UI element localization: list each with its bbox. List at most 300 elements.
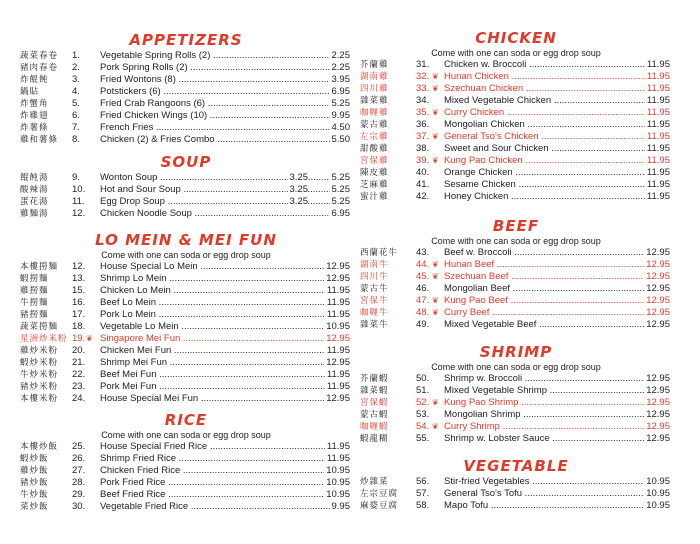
section-title: CHICKEN (475, 29, 557, 47)
chili-pepper-icon: ❦ (432, 132, 439, 141)
item-price: 11.95 (646, 131, 670, 142)
menu-item (360, 247, 672, 259)
item-chinese-name: 鍋貼 (20, 87, 40, 97)
item-chinese-name: 炸雞翅 (20, 111, 49, 121)
item-list (20, 172, 352, 220)
item-number: 56. (416, 476, 430, 487)
menu-item (20, 441, 352, 453)
item-price: 12.95 (646, 373, 670, 384)
item-name: Pork Mei Fun ..... (100, 381, 350, 393)
item-chinese-name: 豬肉春卷 (20, 63, 59, 73)
item-name: Beef w. Broccoli ..... (444, 247, 670, 259)
menu-item (360, 259, 672, 271)
item-chinese-name: 蜜汁雞 (360, 192, 389, 202)
item-price: 12.95 (646, 307, 670, 318)
item-name: Mixed Vegetable Chicken ..... (444, 95, 670, 107)
item-number: 6. (72, 110, 80, 121)
item-price: 10.95 (326, 465, 350, 476)
section-shrimp (360, 342, 672, 445)
section-note: Come with one can soda or egg drop soup (431, 362, 601, 372)
item-price: 11.95 (646, 83, 670, 94)
item-name: Curry Shrimp ..... (444, 421, 670, 433)
menu-item (20, 357, 352, 369)
menu-item (20, 196, 352, 208)
section-title: BEEF (492, 217, 540, 235)
item-price: 11.95 (646, 167, 670, 178)
item-list (20, 261, 352, 405)
item-price: 12.95 (326, 273, 350, 284)
item-chinese-name: 咖喱雞 (360, 108, 389, 118)
menu-item (20, 297, 352, 309)
item-name: Hot and Sour Soup ..... (100, 184, 350, 196)
section-rice (20, 410, 352, 513)
menu-item (360, 433, 672, 445)
item-number: 46. (416, 283, 430, 294)
item-list (360, 476, 672, 512)
item-name: Kung Pao Beef ..... (444, 295, 670, 307)
item-chinese-name: 酸辣湯 (20, 185, 49, 195)
item-chinese-name: 左宗雞 (360, 132, 389, 142)
menu-item (20, 261, 352, 273)
item-price: 11.95 (646, 155, 670, 166)
item-list (20, 50, 352, 146)
item-number: 8. (72, 134, 80, 145)
item-number: 11. (72, 196, 85, 207)
item-number: 12. (72, 261, 86, 272)
item-price: 11.95 (326, 381, 350, 392)
item-price: 11.95 (646, 179, 670, 190)
item-chinese-name: 左宗豆腐 (360, 489, 399, 499)
item-name: Szechuan Beef ..... (444, 271, 670, 283)
item-name: Sesame Chicken ..... (444, 179, 670, 191)
item-name: Shrimp Lo Mein ..... (100, 273, 350, 285)
item-number: 34. (416, 95, 430, 106)
item-chinese-name: 蛋花湯 (20, 197, 49, 207)
item-number: 7. (72, 122, 80, 133)
item-list (360, 247, 672, 331)
item-price: 12.95 (646, 421, 670, 432)
menu-item (360, 307, 672, 319)
item-chinese-name: 四川雞 (360, 84, 389, 94)
item-price: 12.95 (646, 319, 670, 330)
menu-item (20, 285, 352, 297)
menu-item (360, 488, 672, 500)
item-name: Chicken Mei Fun ..... (100, 345, 350, 357)
item-price: 12.95 (646, 271, 670, 282)
item-price: 12.95 (326, 357, 350, 368)
item-price: 2.25 (331, 62, 350, 73)
item-chinese-name: 蝦龍糊 (360, 434, 389, 444)
section-title: SOUP (160, 153, 212, 171)
item-number: 39. (416, 155, 430, 166)
item-name: Shrimp Mei Fun ..... (100, 357, 350, 369)
item-chinese-name: 雞炒飯 (20, 466, 49, 476)
item-price: 11.95 (646, 143, 670, 154)
menu-item (360, 295, 672, 307)
item-price: 11.95 (326, 369, 350, 380)
chili-pepper-icon: ❦ (432, 72, 439, 81)
item-number: 45. (416, 271, 430, 282)
item-number: 55. (416, 433, 430, 444)
item-name: Vegetable Fried Rice ..... (100, 501, 350, 513)
menu-item (20, 345, 352, 357)
item-price: 5.25 (331, 184, 350, 195)
item-chinese-name: 蝦炒米粉 (20, 358, 59, 368)
item-price: 10.95 (646, 476, 670, 487)
item-price: 6.95 (331, 86, 350, 97)
menu-item (20, 393, 352, 405)
item-name: Shrimp w. Lobster Sauce ..... (444, 433, 670, 445)
item-price: 12.95 (646, 409, 670, 420)
item-number: 23. (72, 381, 86, 392)
item-price: 11.95 (646, 59, 670, 70)
item-number: 12. (72, 208, 86, 219)
section-title: VEGETABLE (463, 457, 569, 475)
item-chinese-name: 麻婆豆腐 (360, 501, 399, 511)
chili-pepper-icon: ❦ (432, 272, 439, 281)
section-title: LO MEIN & MEI FUN (95, 231, 277, 249)
item-chinese-name: 炒雜菜 (360, 477, 389, 487)
item-chinese-name: 炸蟹角 (20, 99, 49, 109)
item-chinese-name: 餛飩湯 (20, 173, 49, 183)
item-name: Stir-fried Vegetables ..... (444, 476, 670, 488)
item-name: Fried Crab Rangoons (6) ..... (100, 98, 350, 110)
item-name: Curry Beef ..... (444, 307, 670, 319)
item-price: 10.95 (646, 500, 670, 511)
item-chinese-name: 芥蘭雞 (360, 60, 389, 70)
item-price-small: 3.25 (289, 196, 308, 207)
item-number: 27. (72, 465, 86, 476)
item-name: Beef Mei Fun ..... (100, 369, 350, 381)
item-price: 12.95 (646, 283, 670, 294)
chili-pepper-icon: ❦ (432, 398, 439, 407)
item-price: 12.95 (326, 261, 350, 272)
item-name: Kung Pao Chicken ..... (444, 155, 670, 167)
item-number: 22. (72, 369, 86, 380)
item-chinese-name: 咖喱牛 (360, 308, 389, 318)
menu-item (360, 191, 672, 203)
menu-item (20, 110, 352, 122)
item-number: 3. (72, 74, 80, 85)
item-number: 44. (416, 259, 430, 270)
item-name: Honey Chicken ..... (444, 191, 670, 203)
item-number: 30. (72, 501, 86, 512)
item-name: Vegetable Spring Rolls (2) ..... (100, 50, 350, 62)
item-price: 5.25 (331, 196, 350, 207)
item-name: French Fries ..... (100, 122, 350, 134)
item-price: 12.95 (646, 433, 670, 444)
item-name: Mongolian Chicken ..... (444, 119, 670, 131)
item-price: 12.95 (326, 333, 350, 344)
item-name: General Tso's Chicken ..... (444, 131, 670, 143)
item-chinese-name: 牛炒飯 (20, 490, 49, 500)
item-chinese-name: 咖喱蝦 (360, 422, 389, 432)
item-chinese-name: 牛炒米粉 (20, 370, 59, 380)
menu-item (360, 131, 672, 143)
menu-item (360, 107, 672, 119)
menu-item (20, 465, 352, 477)
section-soup (20, 152, 352, 220)
item-chinese-name: 雜菜蝦 (360, 386, 389, 396)
section-note: Come with one can soda or egg drop soup (101, 430, 271, 440)
item-price: 10.95 (326, 489, 350, 500)
item-price: 9.95 (331, 501, 350, 512)
section-chicken (360, 28, 672, 203)
item-price: 10.95 (326, 321, 350, 332)
chili-pepper-icon: ❦ (432, 108, 439, 117)
item-chinese-name: 陳皮雞 (360, 168, 389, 178)
item-name: Mixed Vegetable Shrimp ..... (444, 385, 670, 397)
item-chinese-name: 蝦炒飯 (20, 454, 49, 464)
item-chinese-name: 菜炒飯 (20, 502, 49, 512)
item-number: 9. (72, 172, 80, 183)
item-chinese-name: 蔬菜撈麵 (20, 322, 59, 332)
item-number: 15. (72, 285, 86, 296)
section-note: Come with one can soda or egg drop soup (101, 250, 271, 260)
menu-item (360, 83, 672, 95)
item-price: 5.25 (331, 172, 350, 183)
menu-item (20, 74, 352, 86)
item-name: Pork Lo Mein ..... (100, 309, 350, 321)
item-number: 32. (416, 71, 430, 82)
item-price: 11.95 (326, 441, 350, 452)
item-name: Mongolian Shrimp ..... (444, 409, 670, 421)
item-number: 58. (416, 500, 430, 511)
item-chinese-name: 炸餛飩 (20, 75, 49, 85)
chili-pepper-icon: ❦ (432, 260, 439, 269)
menu-item (20, 134, 352, 146)
item-number: 28. (72, 477, 86, 488)
item-number: 54. (416, 421, 430, 432)
item-chinese-name: 宮保雞 (360, 156, 389, 166)
item-name: Chicken w. Broccoli ..... (444, 59, 670, 71)
item-price: 3.95 (331, 74, 350, 85)
menu-item (20, 477, 352, 489)
menu-item (360, 409, 672, 421)
chili-pepper-icon: ❦ (432, 84, 439, 93)
menu-item (20, 321, 352, 333)
menu-item (20, 489, 352, 501)
item-list (360, 373, 672, 445)
item-number: 31. (416, 59, 430, 70)
menu-item (20, 453, 352, 465)
item-chinese-name: 豬撈麵 (20, 310, 49, 320)
item-name: Hunan Beef ..... (444, 259, 670, 271)
menu-item (20, 98, 352, 110)
section-lomein (20, 230, 352, 405)
item-name: Pork Spring Rolls (2) ..... (100, 62, 350, 74)
item-name: Curry Chicken ..... (444, 107, 670, 119)
item-number: 50. (416, 373, 430, 384)
item-name: Beef Lo Mein ..... (100, 297, 350, 309)
item-price: 11.95 (646, 95, 670, 106)
item-chinese-name: 宮保牛 (360, 296, 389, 306)
menu-item (20, 501, 352, 513)
menu-item (20, 309, 352, 321)
menu-item (360, 155, 672, 167)
item-name: Potstickers (6) ..... (100, 86, 350, 98)
item-price: 12.95 (646, 397, 670, 408)
item-number: 10. (72, 184, 86, 195)
item-number: 51. (416, 385, 430, 396)
item-chinese-name: 雞炒米粉 (20, 346, 59, 356)
chili-pepper-icon: ❦ (432, 308, 439, 317)
item-number: 48. (416, 307, 430, 318)
menu-item (20, 122, 352, 134)
item-chinese-name: 蔬菜春卷 (20, 51, 59, 61)
chili-pepper-icon: ❦ (432, 156, 439, 165)
item-chinese-name: 雞撈麵 (20, 286, 49, 296)
item-number: 2. (72, 62, 80, 73)
item-price: 11.95 (326, 297, 350, 308)
item-number: 42. (416, 191, 430, 202)
item-price: 12.95 (646, 385, 670, 396)
item-price: 11.95 (326, 285, 350, 296)
item-name: Wonton Soup ..... (100, 172, 350, 184)
menu-item (360, 119, 672, 131)
item-chinese-name: 湖南牛 (360, 260, 389, 270)
item-chinese-name: 本樓米粉 (20, 394, 59, 404)
menu-item (20, 273, 352, 285)
item-name: Mapo Tofu ..... (444, 500, 670, 512)
item-chinese-name: 蒙古蝦 (360, 410, 389, 420)
item-name: Shrimp Fried Rice ..... (100, 453, 350, 465)
menu-item (360, 143, 672, 155)
menu-item (20, 333, 352, 345)
section-note: Come with one can soda or egg drop soup (431, 236, 601, 246)
item-number: 36. (416, 119, 430, 130)
item-list (20, 441, 352, 513)
item-price: 11.95 (646, 71, 670, 82)
item-name: Mixed Vegetable Beef ..... (444, 319, 670, 331)
item-price: 12.95 (646, 295, 670, 306)
item-number: 52. (416, 397, 430, 408)
item-name: House Special Lo Mein ..... (100, 261, 350, 273)
item-number: 38. (416, 143, 430, 154)
item-chinese-name: 湖南雞 (360, 72, 389, 82)
item-name: Egg Drop Soup ..... (100, 196, 350, 208)
item-price: 4.50 (331, 122, 350, 133)
item-price-small: 3.25 (289, 184, 308, 195)
menu-item (20, 172, 352, 184)
item-price: 12.95 (646, 247, 670, 258)
menu-item (360, 179, 672, 191)
item-number: 33. (416, 83, 430, 94)
item-number: 20. (72, 345, 86, 356)
chili-pepper-icon: ❦ (432, 296, 439, 305)
menu-item (20, 50, 352, 62)
item-price: 5.25 (331, 98, 350, 109)
item-number: 53. (416, 409, 430, 420)
item-number: 49. (416, 319, 430, 330)
item-name: Kung Pao Shrimp ..... (444, 397, 670, 409)
menu-item (360, 95, 672, 107)
item-price: 12.95 (326, 393, 350, 404)
item-price: 6.95 (331, 208, 350, 219)
item-number: 25. (72, 441, 86, 452)
item-number: 35. (416, 107, 430, 118)
item-name: Hunan Chicken ..... (444, 71, 670, 83)
menu-item (360, 59, 672, 71)
item-name: Fried Chicken Wings (10) ..... (100, 110, 350, 122)
item-name: General Tso's Tofu ..... (444, 488, 670, 500)
item-price: 11.95 (646, 107, 670, 118)
item-name: Pork Fried Rice ..... (100, 477, 350, 489)
item-chinese-name: 牛撈麵 (20, 298, 49, 308)
item-chinese-name: 四川牛 (360, 272, 389, 282)
section-appetizers (20, 30, 352, 146)
item-chinese-name: 星洲炒米粉 (20, 334, 68, 344)
item-number: 18. (72, 321, 86, 332)
item-price: 11.95 (326, 453, 350, 464)
section-vegetable (360, 456, 672, 512)
item-price: 11.95 (646, 119, 670, 130)
item-chinese-name: 雜菜雞 (360, 96, 389, 106)
menu-item (360, 397, 672, 409)
item-name: Chicken Lo Mein ..... (100, 285, 350, 297)
menu-item (360, 373, 672, 385)
menu-item (360, 271, 672, 283)
chili-pepper-icon: ❦ (432, 422, 439, 431)
section-title: RICE (164, 411, 208, 429)
item-price: 11.95 (646, 191, 670, 202)
item-chinese-name: 雞和薯條 (20, 135, 59, 145)
item-chinese-name: 芥蘭蝦 (360, 374, 389, 384)
menu-item (20, 208, 352, 220)
menu-item (20, 369, 352, 381)
menu-item (360, 283, 672, 295)
item-number: 5. (72, 98, 80, 109)
item-price: 9.95 (331, 110, 350, 121)
item-name: Singapore Mei Fun ..... (100, 333, 350, 345)
item-chinese-name: 雞麵湯 (20, 209, 49, 219)
item-chinese-name: 炸薯條 (20, 123, 49, 133)
item-name: Chicken Fried Rice ..... (100, 465, 350, 477)
item-name: Vegetable Lo Mein ..... (100, 321, 350, 333)
item-name: Mongolian Beef ..... (444, 283, 670, 295)
item-chinese-name: 芝麻雞 (360, 180, 389, 190)
item-number: 19. (72, 333, 86, 344)
item-price: 10.95 (646, 488, 670, 499)
menu-item (360, 421, 672, 433)
item-number: 17. (72, 309, 86, 320)
menu-item (20, 62, 352, 74)
item-number: 26. (72, 453, 86, 464)
menu-item (360, 476, 672, 488)
section-title: APPETIZERS (129, 31, 243, 49)
item-price-small: 3.25 (289, 172, 308, 183)
item-chinese-name: 蒙古雞 (360, 120, 389, 130)
menu-item (360, 167, 672, 179)
item-number: 16. (72, 297, 86, 308)
item-chinese-name: 雜菜牛 (360, 320, 389, 330)
item-price: 2.25 (331, 50, 350, 61)
item-number: 41. (416, 179, 430, 190)
item-chinese-name: 宮保蝦 (360, 398, 389, 408)
item-price: 11.95 (326, 345, 350, 356)
item-price: 11.95 (326, 309, 350, 320)
section-note: Come with one can soda or egg drop soup (431, 48, 601, 58)
menu-item (20, 86, 352, 98)
menu-item (360, 385, 672, 397)
item-price: 5.50 (331, 134, 350, 145)
item-name: House Special Fried Rice ..... (100, 441, 350, 453)
item-number: 1. (72, 50, 80, 61)
menu-item (360, 500, 672, 512)
item-number: 37. (416, 131, 430, 142)
menu-item (20, 381, 352, 393)
item-number: 29. (72, 489, 86, 500)
